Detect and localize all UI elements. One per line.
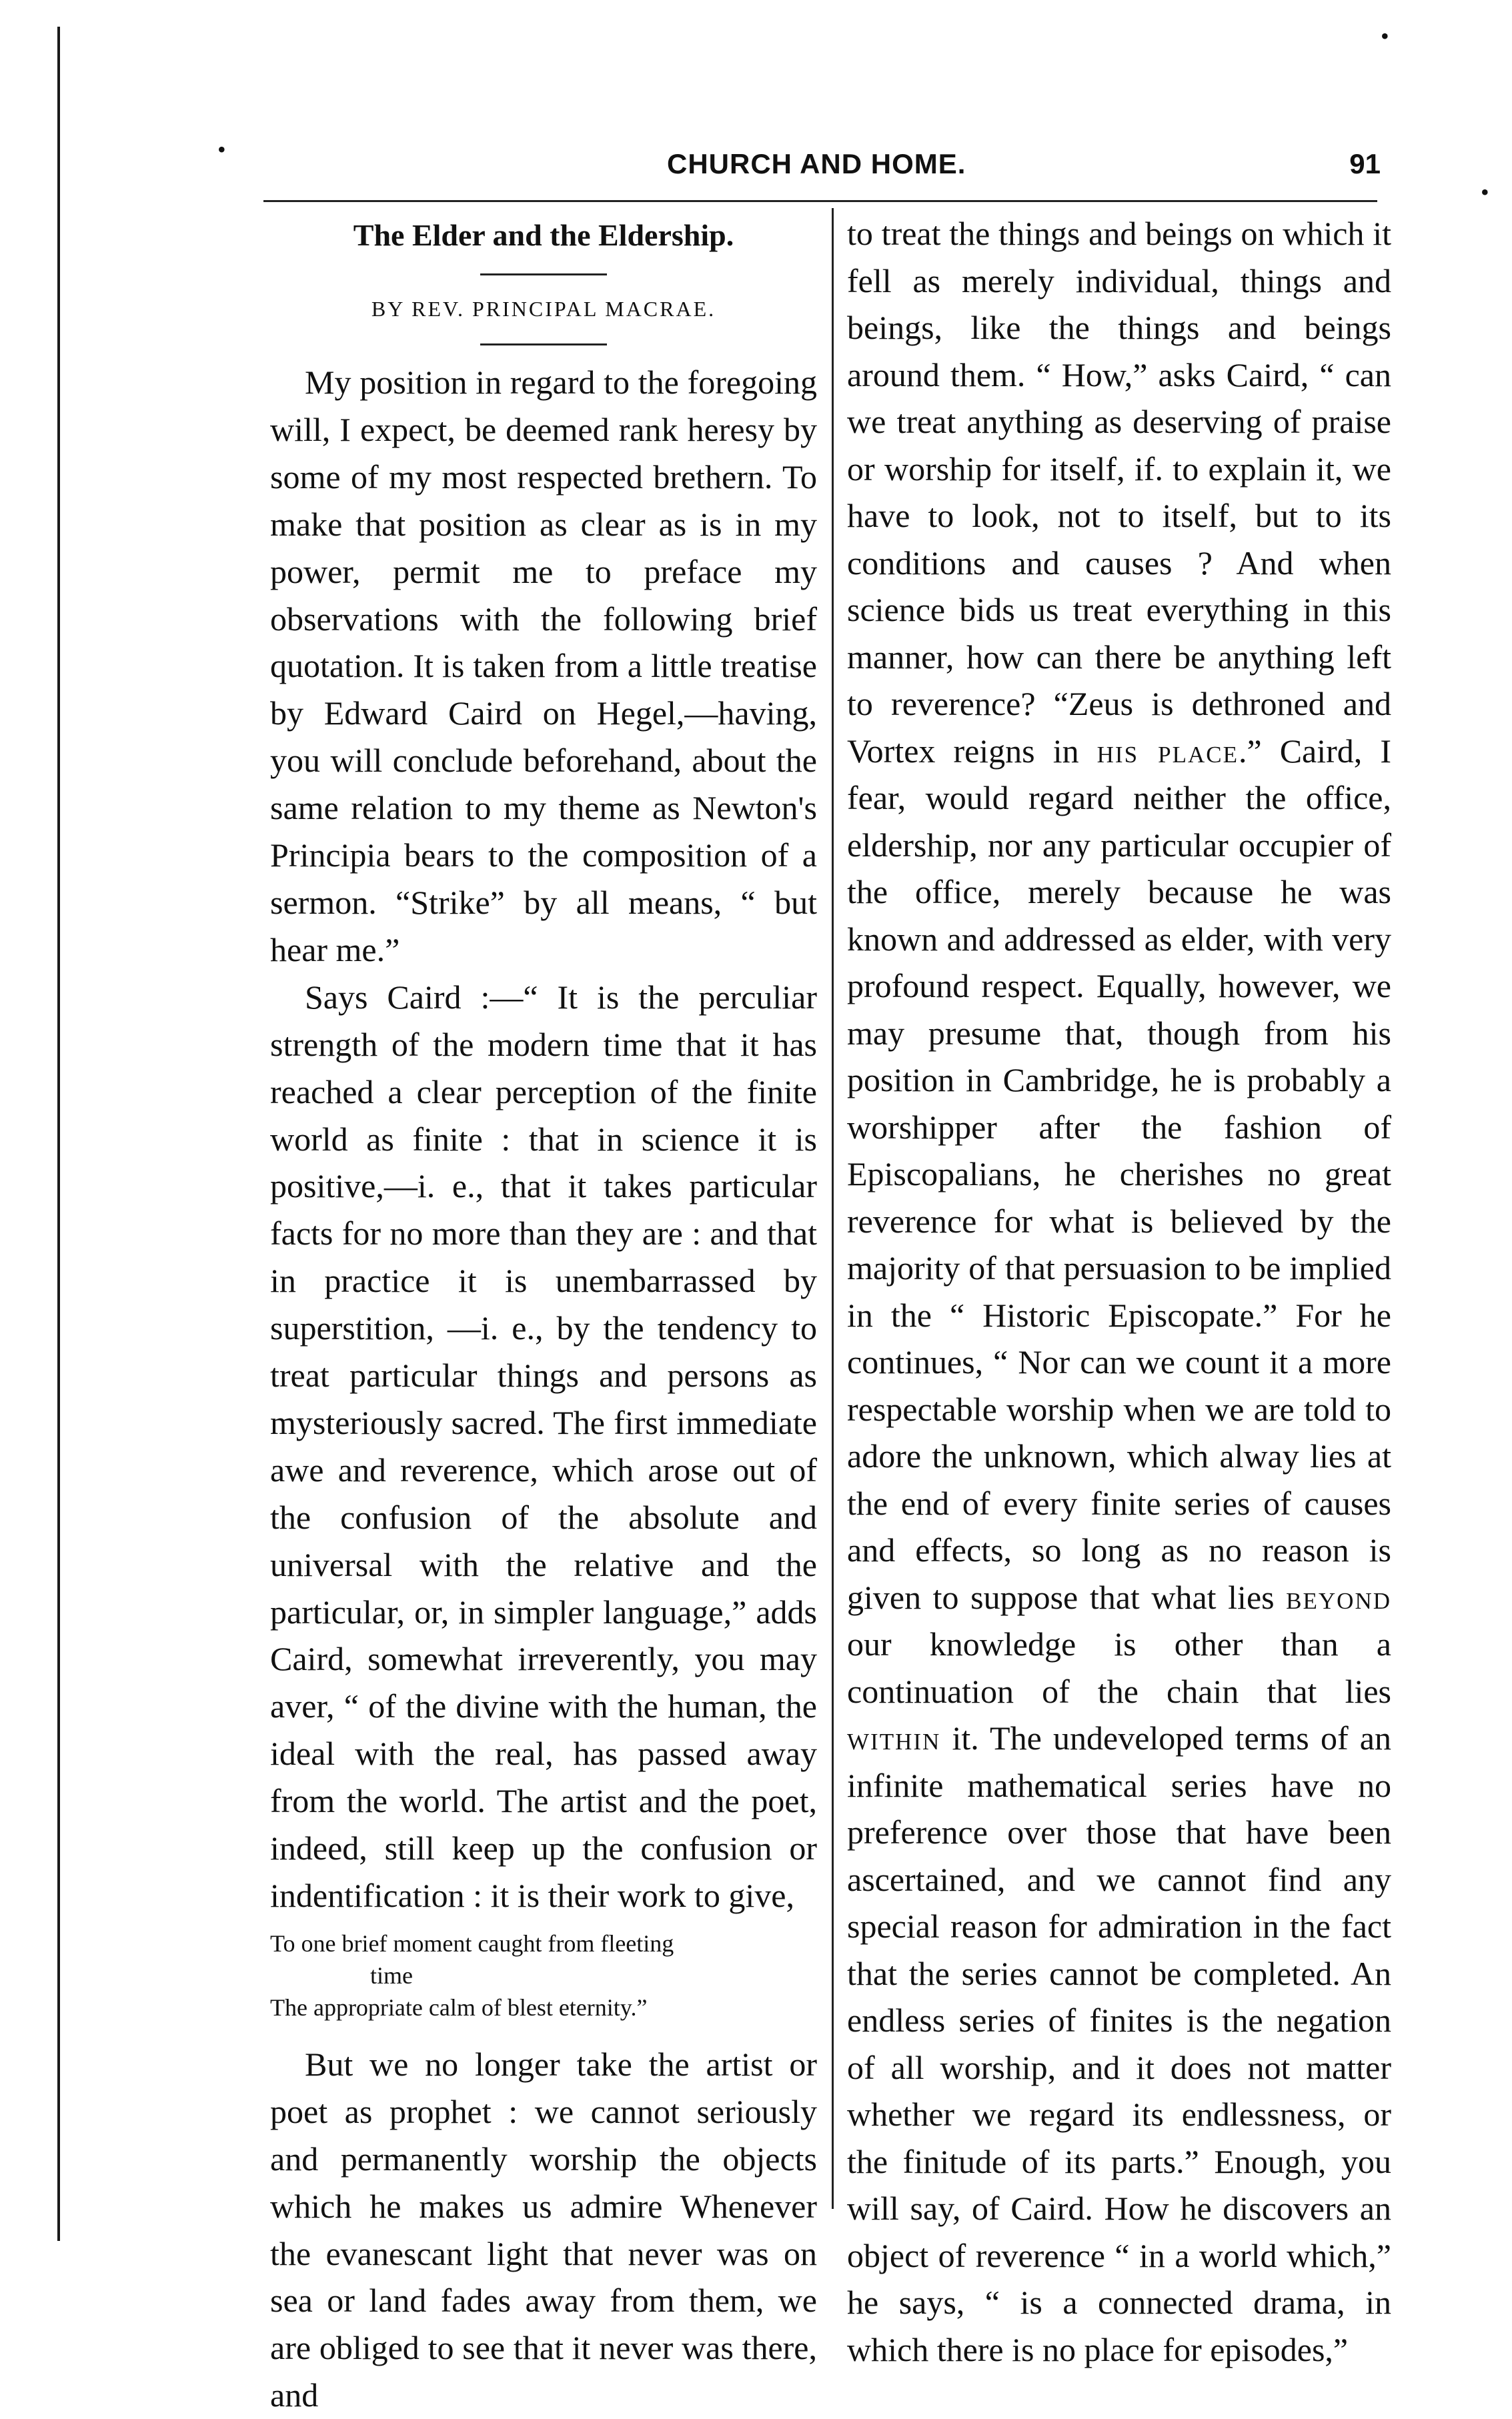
right-column xyxy=(847,210,1391,2373)
running-head xyxy=(253,148,1381,188)
text-run: it. The undeveloped terms of an infinite mathematical series have no preference over those that have been ascertained, and we cannot find any special reason for admiration in the fact that the series cannot be completed. An endless series of finites is the negation of all worship, and it does not matter whether we regard its endlessness, or the finitude of its parts.” Enough, you will say, of Caird. How he discovers an object of reverence “ in a world which,” he says, “ is a connected drama, in which there is no place for episodes,” xyxy=(847,1719,1391,2368)
page-number: 91 xyxy=(1349,148,1381,179)
paragraph: Says Caird :—“ It is the perculiar strength of the modern time that it has reached a clear perception of the finite world as finite : that in science it is positive,—i. e., that it takes particular facts for no more than they are : and that in practice it is unembarrassed by superstition, —i. e., by the tendency to treat particular things and persons as mysteriously sacred. The first immediate awe and reverence, which arose out of the confusion of the absolute and universal with the relative and the particular, or, in simpler language,” adds Caird, somewhat irreverently, you may aver, “ of the divine with the human, the ideal with the real, has passed away from the world. The artist and the poet, indeed, still keep up the confusion or indentification : it is their work to give, xyxy=(270,978,817,1914)
byline-rule xyxy=(480,343,607,345)
small-caps-text: within xyxy=(847,1719,941,1757)
small-caps-text: his place xyxy=(1096,732,1239,770)
text-run: our knowledge is other than a continuation of the chain that lies xyxy=(847,1625,1391,1710)
article-byline: BY REV. PRINCIPAL MACRAE. xyxy=(371,297,716,321)
print-speck: • xyxy=(1381,23,1389,49)
print-speck: • xyxy=(217,136,226,163)
page-margin-rule xyxy=(57,27,60,2241)
column-divider xyxy=(832,208,834,2209)
header-title: CHURCH AND HOME. xyxy=(667,148,966,179)
paragraph: But we no longer take the artist or poet as prophet : we cannot seriously and permanently worship the objects which he makes us admire Whenever the evanescant light that never was on sea or land fades away from them, we are obliged to see that it never was there, and xyxy=(270,2045,817,2414)
article-title: The Elder and the Eldership. xyxy=(353,218,734,252)
header-rule xyxy=(263,200,1377,202)
title-rule xyxy=(480,273,607,275)
text-run: .” Caird, I fear, would regard neither the office, eldership, nor any particular occupier of the office, merely because he was known and addressed as elder, with very profound respect. Equally, however, we may presume that, though from his position in Cambridge, he is probably a worshipper after the fashion of Episcopalians, he cherishes no great reverence for what is believed by the majority of that persuasion to be implied in the “ Historic Episcopate.” For he continues, “ Nor can we count it a more respectable worship when we are told to adore the unknown, which alway lies at the end of every finite series of causes and effects, so long as no reason is given to suppose that what lies xyxy=(847,732,1391,1616)
small-caps-text: beyond xyxy=(1286,1578,1391,1616)
paragraph: My position in regard to the foregoing will, I expect, be deemed rank heresy by some of my most respected brethern. To make that position as clear as is in my power, permit me to preface my observations with the following brief quotation. It is taken from a little treatise by Edward Caird on Hegel,—having, you will conclude beforehand, about the same relation to my theme as Newton's Principia bears to the composition of a sermon. “Strike” by all means, “ but hear me.” xyxy=(270,363,817,968)
text-run: to treat the things and beings on which it fell as merely individual, things and beings, like the things and beings around them. “ How,” asks Caird, “ can we treat anything as deserving of praise or worship for itself, if. to explain it, we have to look, not to itself, but to its conditions and causes ? And when science bids us treat everything in this manner, how can there be anything left to reverence? “Zeus is dethroned and Vortex reigns in xyxy=(847,215,1391,770)
print-speck: • xyxy=(1481,179,1489,205)
paragraph xyxy=(847,210,1391,2373)
verse-line: To one brief moment caught from fleeting xyxy=(270,1929,674,1957)
left-column xyxy=(270,212,817,2419)
verse-quotation xyxy=(270,1927,817,2024)
verse-line: The appropriate calm of blest eternity.” xyxy=(270,1993,648,2021)
verse-line: time xyxy=(370,1961,413,1989)
